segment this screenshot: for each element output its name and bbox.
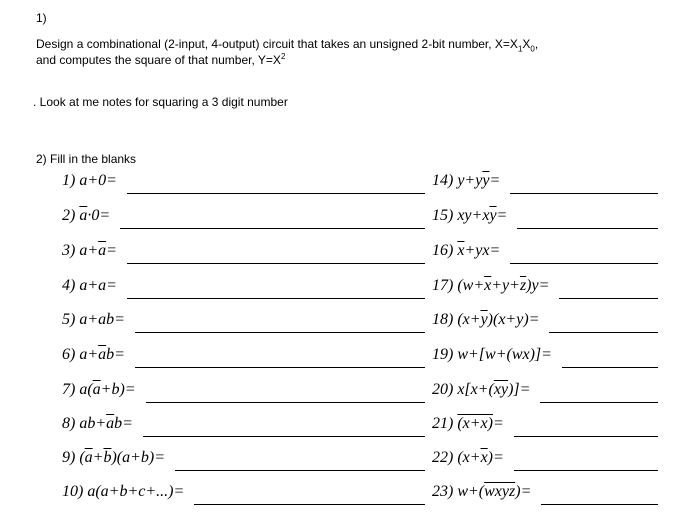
equation-term: a+ — [79, 346, 99, 363]
equation-number: 1) — [62, 172, 76, 189]
answer-blank-right-2[interactable] — [517, 228, 658, 229]
equation-term: a+a= — [79, 277, 117, 294]
answer-blank-right-5[interactable] — [549, 332, 658, 333]
complement-term: $\overline{a}$ — [106, 415, 115, 432]
equation-left-8 — [62, 415, 133, 433]
complement-term: $\overline{a}$ — [98, 346, 107, 363]
equation-term: x[x+( — [457, 381, 494, 398]
equation-left-4 — [62, 277, 117, 295]
equation-number: 17) — [432, 277, 454, 294]
equation-term: ab+ — [79, 415, 107, 432]
question-1-note: . Look at me notes for squaring a 3 digit number — [33, 95, 288, 109]
equation-term: y+y — [457, 172, 483, 189]
equation-term: a+ — [79, 242, 99, 259]
answer-blank-right-8[interactable] — [514, 436, 658, 437]
equation-term: )(a+b)= — [111, 449, 166, 466]
complement-term: $\overline{y}$ — [489, 207, 497, 224]
equation-number: 14) — [432, 172, 454, 189]
equation-term: = — [106, 242, 117, 259]
answer-blank-left-3[interactable] — [127, 263, 425, 264]
equation-right-1 — [432, 172, 500, 190]
equation-term: ·0= — [87, 207, 111, 224]
answer-blank-left-4[interactable] — [127, 298, 425, 299]
equation-term: (x+ — [457, 311, 481, 328]
equation-term: a( — [79, 381, 93, 398]
equation-term: = — [496, 207, 508, 224]
equation-term: + — [92, 449, 104, 466]
answer-blank-left-7[interactable] — [146, 402, 425, 403]
complement-term: $\overline{y}$ — [480, 311, 488, 328]
equation-term: )y= — [526, 277, 550, 294]
equation-term: a+0= — [79, 172, 117, 189]
equation-right-9 — [432, 449, 504, 467]
equation-term: b= — [114, 415, 133, 432]
equation-number: 7) — [62, 381, 76, 398]
equation-term: ( — [79, 449, 85, 466]
equation-right-4 — [432, 277, 549, 295]
equation-right-8 — [432, 415, 504, 433]
equation-left-5 — [62, 311, 125, 329]
complement-term: (x+x) — [457, 415, 493, 432]
equation-term: +yx= — [464, 242, 501, 259]
question-1-line-1: Design a combinational (2-input, 4-output) circuit that takes an unsigned 2-bit number, $X=X_1X_0$, — [36, 37, 539, 54]
equation-term: b= — [106, 346, 125, 363]
equation-number: 15) — [432, 207, 454, 224]
complement-term: $\overline{y}$ — [482, 172, 490, 189]
equation-left-7 — [62, 381, 136, 399]
answer-blank-right-9[interactable] — [514, 470, 658, 471]
equation-number: 10) — [62, 483, 84, 500]
equation-term: (x+ — [457, 449, 481, 466]
answer-blank-right-4[interactable] — [559, 298, 658, 299]
equation-term: = — [489, 172, 501, 189]
answer-blank-left-6[interactable] — [135, 367, 425, 368]
answer-blank-right-6[interactable] — [562, 367, 658, 368]
answer-blank-left-8[interactable] — [143, 436, 425, 437]
equation-number: 3) — [62, 242, 76, 259]
complement-term: $\overline{xy}$ — [493, 381, 509, 398]
equation-term: +b)= — [100, 381, 136, 398]
equation-number: 19) — [432, 346, 454, 363]
equation-term: = — [492, 415, 504, 432]
complement-term: $\overline{b}$ — [103, 449, 112, 466]
complement-term: $\overline{z}$ — [519, 277, 527, 294]
equation-term: a(a+b+c+...)= — [87, 483, 185, 500]
equation-number: 4) — [62, 277, 76, 294]
equation-number: 16) — [432, 242, 454, 259]
complement-term: $\overline{x}$ — [457, 242, 465, 259]
equation-number: 20) — [432, 381, 454, 398]
complement-term: $\overline{a}$ — [92, 381, 101, 398]
equation-left-3 — [62, 242, 117, 260]
equation-left-1 — [62, 172, 117, 190]
equation-right-6 — [432, 346, 552, 364]
answer-blank-left-5[interactable] — [135, 332, 425, 333]
answer-blank-left-9[interactable] — [175, 470, 425, 471]
complement-term: $\overline{a}$ — [98, 242, 107, 259]
equation-term: )= — [515, 483, 532, 500]
equation-right-2 — [432, 207, 507, 225]
equation-number: 2) — [62, 207, 76, 224]
equation-term: )]= — [508, 381, 531, 398]
equation-term: w+[w+(wx)]= — [457, 346, 552, 363]
equation-number: 22) — [432, 449, 454, 466]
answer-blank-right-1[interactable] — [510, 193, 658, 194]
equation-right-10 — [432, 483, 531, 501]
equation-right-7 — [432, 381, 530, 399]
answer-blank-right-7[interactable] — [540, 402, 658, 403]
equation-number: 18) — [432, 311, 454, 328]
equation-term: xy+x — [457, 207, 490, 224]
equation-left-2 — [62, 207, 110, 225]
complement-term: $\overline{a}$ — [84, 449, 93, 466]
question-1-line-2: and computes the square of that number, $Y=X^2$ — [36, 52, 286, 67]
equation-term: w+( — [457, 483, 485, 500]
equation-term: )(x+y)= — [487, 311, 540, 328]
answer-blank-left-10[interactable] — [194, 504, 425, 505]
equation-number: 9) — [62, 449, 76, 466]
equation-number: 8) — [62, 415, 76, 432]
question-2-title: 2) Fill in the blanks — [36, 152, 137, 166]
complement-term: $\overline{x}$ — [484, 277, 492, 294]
equation-number: 6) — [62, 346, 76, 363]
equation-number: 5) — [62, 311, 76, 328]
equation-term: a+ab= — [79, 311, 125, 328]
equation-left-6 — [62, 346, 125, 364]
equation-right-5 — [432, 311, 539, 329]
complement-term: $\overline{x}$ — [480, 449, 488, 466]
equation-right-3 — [432, 242, 500, 260]
equation-term: )= — [487, 449, 504, 466]
equation-left-9 — [62, 449, 165, 467]
answer-blank-right-10[interactable] — [541, 504, 658, 505]
answer-blank-left-1[interactable] — [127, 193, 425, 194]
answer-blank-left-2[interactable] — [120, 228, 425, 229]
equation-left-10 — [62, 483, 184, 501]
equation-number: 23) — [432, 483, 454, 500]
complement-term: wxyz — [484, 483, 516, 500]
equation-term: +y+ — [491, 277, 520, 294]
equation-number: 21) — [432, 415, 454, 432]
equation-term: (w+ — [457, 277, 485, 294]
answer-blank-right-3[interactable] — [510, 263, 658, 264]
question-1-number: 1) — [36, 11, 47, 25]
complement-term: $\overline{a}$ — [79, 207, 88, 224]
